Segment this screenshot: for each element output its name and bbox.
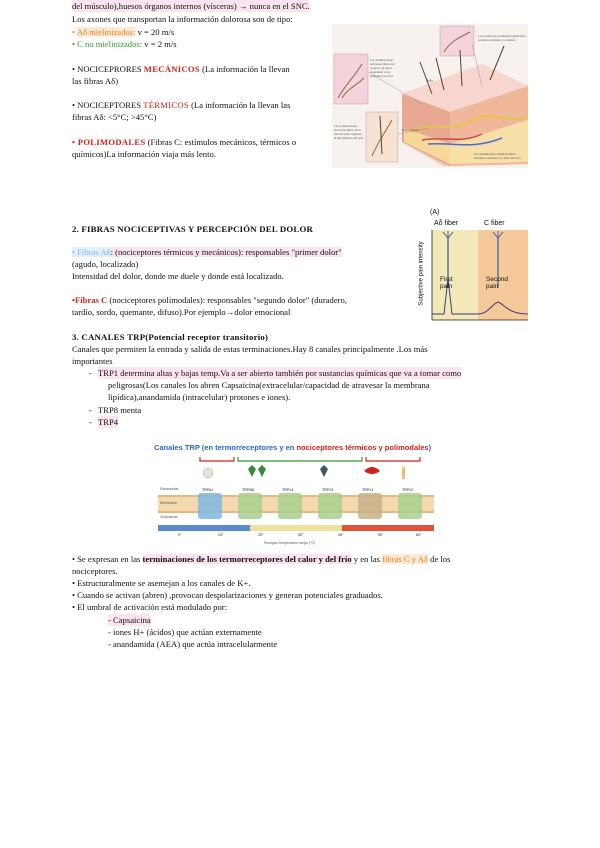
list-item: lipídica),anandamida (intracelular) protones e iones).: [108, 392, 291, 402]
axis-label: Receptor temperature range (°C): [264, 541, 316, 545]
adelta-fibers-line: [72, 246, 342, 258]
pain-label: First: [440, 276, 453, 283]
channel-label: TRPA1: [202, 488, 214, 492]
text-line: del músculo),huesos órganos internos (vísceras) → nunca en el SNC.: [72, 1, 310, 11]
panel-label: (A): [430, 209, 440, 216]
skin-label: Los terminaciones nerviosas libres del receptor de dolor responden a los estímulos nocivos: [370, 58, 395, 78]
trp-channels-figure: [152, 439, 436, 551]
text-line: las fibras Aδ): [72, 76, 119, 86]
region-label: Citoplasma: [160, 515, 178, 519]
fiber-label: • Fibras Aδ: [72, 247, 111, 257]
text-line: • Estructuralmente se asemejan a los canales de K+.: [72, 578, 251, 588]
c-fibers-line: [72, 294, 347, 306]
section-title: 2. FIBRAS NOCICEPTIVAS Y PERCEPCIÓN DEL DOLOR: [72, 224, 314, 234]
list-dash: -: [89, 417, 92, 427]
highlight-word: MECÁNICOS: [143, 64, 200, 74]
skin-label: Las terminaciones nerviosas libres de la raíz del pelo registran el movimiento del pelo: [334, 124, 364, 140]
text: (La información la llevan las: [189, 100, 291, 110]
text: • Se expresan en las: [72, 554, 143, 564]
text: y en las: [351, 554, 383, 564]
section-title: 3. CANALES TRP(Potencial receptor transitorio): [72, 332, 269, 342]
channel-label: TRPV3: [322, 488, 334, 492]
text: y en: [277, 443, 297, 452]
list-dash: -: [89, 368, 92, 378]
axis-tick: 50°: [378, 533, 384, 537]
list-item: TRP8 menta: [98, 405, 142, 415]
text: •: [72, 137, 78, 147]
text-line: Intensidad del dolor, donde me duele y donde está localizado.: [72, 271, 284, 281]
skin-nociceptor-figure: [332, 24, 528, 168]
text-line: • El umbral de activación está modulado por:: [72, 602, 228, 612]
text: en termorreceptores: [204, 443, 278, 452]
pain-fiber-figure: [418, 208, 528, 322]
skin-label: Raíz del pelo: [402, 128, 419, 132]
text: de los: [428, 554, 451, 564]
axis-tick: 60°: [416, 533, 422, 537]
text: (La información la llevan: [199, 64, 290, 74]
text-line: importantes: [72, 356, 113, 366]
skin-label: Los receptores de Merkel registran la presión constante y la textura: [478, 34, 526, 42]
c-speed: v = 2 m/s: [142, 39, 177, 49]
text: Canales TRP (: [154, 443, 205, 452]
text: (Fibras C: estímulos mecánicos, térmicos o: [145, 137, 297, 147]
list-item: - iones H+ (ácidos) que actúan externamente: [108, 627, 262, 637]
text: nociceptores térmicos y polimodales: [296, 443, 429, 452]
skin-label: Pelo: [426, 78, 434, 83]
text: terminaciones de los termorreceptores del calor y del frío: [142, 554, 352, 564]
text-line: químicos)La información viaja más lento.: [72, 149, 216, 159]
list-dash: -: [89, 405, 92, 415]
pain-label: pain: [440, 283, 453, 290]
text-line: (agudo, localizado): [72, 259, 139, 269]
channel-label: TRPV2: [402, 488, 414, 492]
region-label: Membrana: [160, 501, 177, 505]
channel-label: TRPV1: [362, 488, 374, 492]
text-line: Canales que permiten la entrada y salida de estas terminaciones.Hay 8 canales principalmente .Los más: [72, 344, 428, 354]
text: ): [428, 443, 432, 452]
pain-label: Second: [486, 276, 509, 283]
list-item: TRP1 determina altas y bajas temp.Va a ser abierto también por sustancias químicas que va a tomar como: [98, 368, 462, 378]
region-label: Extracelular: [160, 487, 179, 491]
bullet: •: [72, 39, 76, 49]
text: • NOCICEPRORES: [72, 64, 144, 74]
trp-diagram: [152, 439, 436, 551]
fiber-label: C fiber: [484, 220, 505, 227]
axis-tick: 0°: [178, 533, 182, 537]
expression-line: [72, 553, 450, 565]
text: : (nociceptores térmicos y mecánicos): responsables "primer dolor": [110, 247, 342, 257]
highlight-word: TÉRMICOS: [143, 100, 189, 110]
c-label: C no mielinizados:: [77, 39, 143, 49]
noci-polimodales: [72, 136, 296, 148]
highlight-word: POLIMODALES: [77, 137, 146, 147]
list-item: TRP4: [98, 417, 119, 427]
c-band: [478, 230, 528, 320]
adelta-label: Aδ mielinizados:: [76, 27, 136, 37]
axis-tick: 30°: [298, 533, 304, 537]
text-line: fibras Aδ: <5°C; >45°C): [72, 112, 157, 122]
text: (nociceptores polimodales): responsables "segundo dolor" (duradero,: [107, 295, 347, 305]
fiber-label: •Fibras C: [72, 295, 108, 305]
channel-label: TRPV4: [282, 488, 294, 492]
adelta-speed: v = 20 m/s: [135, 27, 175, 37]
c-speed-line: [72, 38, 177, 50]
y-axis-label: Subjective pain intensity: [418, 241, 425, 306]
fiber-label: Aδ fiber: [434, 220, 459, 227]
skin-illustration: [332, 24, 528, 168]
axis-tick: 10°: [218, 533, 224, 537]
adelta-speed-line: [72, 26, 174, 38]
text-line: tardío, sordo, quemante, difuso).Por ejemplo→dolor emocional: [72, 307, 291, 317]
noci-mecanicos: [72, 63, 290, 75]
text: fibras C y Aδ: [382, 554, 428, 564]
text-line: Los axones que transportan la información dolorosa son de tipo:: [72, 14, 293, 24]
text: • NOCICEPTORES: [72, 100, 144, 110]
list-item: - Capsaicina: [108, 615, 151, 625]
axis-tick: 40°: [338, 533, 344, 537]
channel-label: TRPM8: [242, 488, 254, 492]
text-line: nociceptores.: [72, 566, 118, 576]
list-item: peligrosas(Los canales los abren Capsaicina(extracelular/capacidad de atravesar la membrana: [108, 380, 430, 390]
axis-tick: 20°: [258, 533, 264, 537]
adelta-band: [432, 230, 478, 320]
pain-label: pain: [486, 283, 499, 290]
skin-label: Las terminaciones sensitivas libres ubicadas contactan a la célula nerviosa: [474, 152, 521, 160]
text-line: • Cuando se activan (abren) ,provocan despolarizaciones y generan potenciales graduados.: [72, 590, 383, 600]
noci-termicos: [72, 99, 290, 111]
bullet: •: [72, 27, 76, 37]
list-item: - anandamida (AEA) que actúa intracelularmente: [108, 639, 278, 649]
